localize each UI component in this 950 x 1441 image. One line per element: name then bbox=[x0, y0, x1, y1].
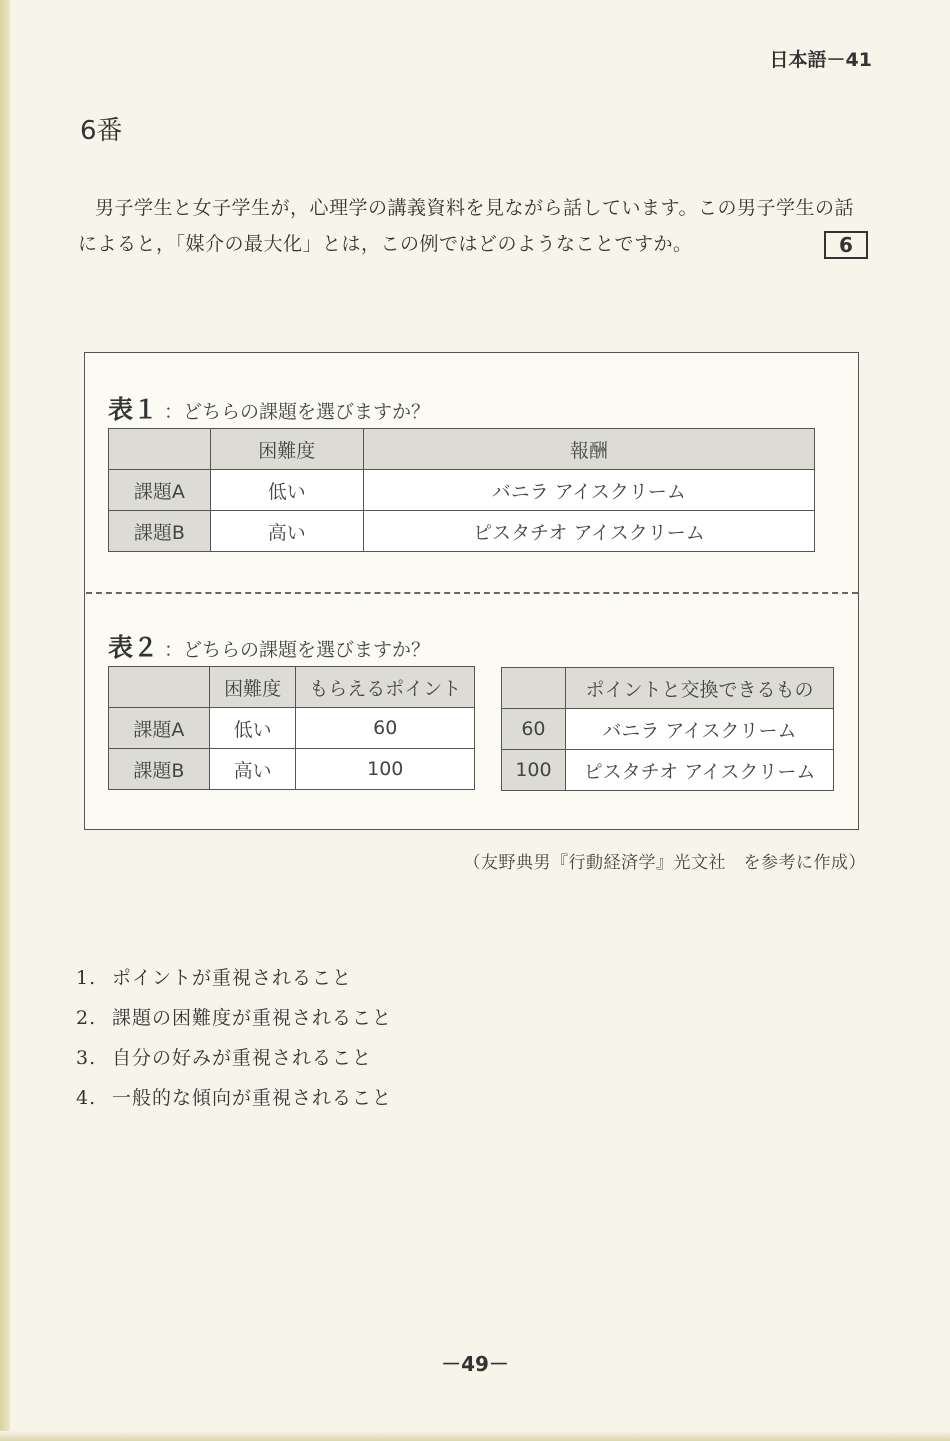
table-cell: ピスタチオ アイスクリーム bbox=[565, 750, 833, 791]
answer-options bbox=[76, 960, 392, 1120]
table-header-cell bbox=[109, 429, 211, 470]
table-header-cell: ポイントと交換できるもの bbox=[565, 668, 833, 709]
dashed-divider bbox=[86, 592, 858, 594]
table-cell: バニラ アイスクリーム bbox=[363, 470, 814, 511]
table-cell: 60 bbox=[296, 708, 475, 749]
option-text: 自分の好みが重視されること bbox=[112, 1047, 373, 1069]
table2-header-row bbox=[109, 667, 475, 708]
table-cell: 高い bbox=[210, 511, 363, 552]
table-cell: 低い bbox=[210, 470, 363, 511]
answer-option-2 bbox=[76, 1000, 392, 1040]
answer-option-4 bbox=[76, 1080, 392, 1120]
table-row bbox=[502, 750, 834, 791]
question-number: 6番 bbox=[80, 116, 123, 146]
table-cell: ピスタチオ アイスクリーム bbox=[363, 511, 814, 552]
option-text: 課題の困難度が重視されること bbox=[112, 1007, 393, 1029]
table2-title-text: ：どちらの課題を選びますか？ bbox=[164, 639, 431, 661]
table-row bbox=[109, 511, 815, 552]
table-header-cell: 困難度 bbox=[209, 667, 296, 708]
table-row bbox=[109, 470, 815, 511]
table2-title bbox=[108, 628, 430, 664]
table-cell: 100 bbox=[502, 750, 566, 791]
option-number: 4. bbox=[76, 1087, 97, 1109]
table-header-cell: もらえるポイント bbox=[296, 667, 475, 708]
answer-option-1 bbox=[76, 960, 392, 1000]
table-header-cell bbox=[502, 668, 566, 709]
table-cell: 低い bbox=[209, 708, 296, 749]
table-cell: 高い bbox=[209, 749, 296, 790]
table-row bbox=[109, 749, 475, 790]
table-header-cell bbox=[109, 667, 210, 708]
table-cell: バニラ アイスクリーム bbox=[565, 709, 833, 750]
table1-title-number: 表１ bbox=[108, 395, 159, 424]
option-number: 1. bbox=[76, 967, 97, 989]
table3 bbox=[501, 667, 834, 791]
table-cell: 課題B bbox=[109, 749, 210, 790]
table-cell: 100 bbox=[296, 749, 475, 790]
prompt-line-2: によると，「媒介の最大化」とは，この例ではどのようなことですか。 bbox=[78, 233, 693, 255]
question-number-box: 6 bbox=[824, 231, 868, 259]
table1 bbox=[108, 428, 815, 552]
option-number: 3. bbox=[76, 1047, 97, 1069]
page-bottom-edge bbox=[0, 1431, 950, 1441]
table2 bbox=[108, 666, 475, 790]
table-cell: 60 bbox=[502, 709, 566, 750]
table3-header-row bbox=[502, 668, 834, 709]
table2-title-number: 表２ bbox=[108, 633, 159, 662]
prompt-line-1: 男子学生と女子学生が，心理学の講義資料を見ながら話しています。この男子学生の話 bbox=[95, 197, 854, 219]
table-cell: 課題B bbox=[109, 511, 211, 552]
page-number: －49－ bbox=[441, 1352, 509, 1376]
table-row bbox=[502, 709, 834, 750]
table-row bbox=[109, 708, 475, 749]
question-prompt bbox=[78, 190, 873, 262]
table1-header-row bbox=[109, 429, 815, 470]
option-number: 2. bbox=[76, 1007, 97, 1029]
table1-title-text: ：どちらの課題を選びますか？ bbox=[164, 401, 431, 423]
table-header-cell: 報酬 bbox=[363, 429, 814, 470]
page-header-label: 日本語－41 bbox=[769, 49, 872, 71]
table-cell: 課題A bbox=[109, 470, 211, 511]
page-binding-edge bbox=[0, 0, 10, 1441]
answer-option-3 bbox=[76, 1040, 392, 1080]
table-cell: 課題A bbox=[109, 708, 210, 749]
option-text: ポイントが重視されること bbox=[112, 967, 353, 989]
source-citation: （友野典男『行動経済学』光文社 を参考に作成） bbox=[463, 853, 866, 873]
option-text: 一般的な傾向が重視されること bbox=[112, 1087, 393, 1109]
table1-title bbox=[108, 390, 430, 426]
table-header-cell: 困難度 bbox=[210, 429, 363, 470]
